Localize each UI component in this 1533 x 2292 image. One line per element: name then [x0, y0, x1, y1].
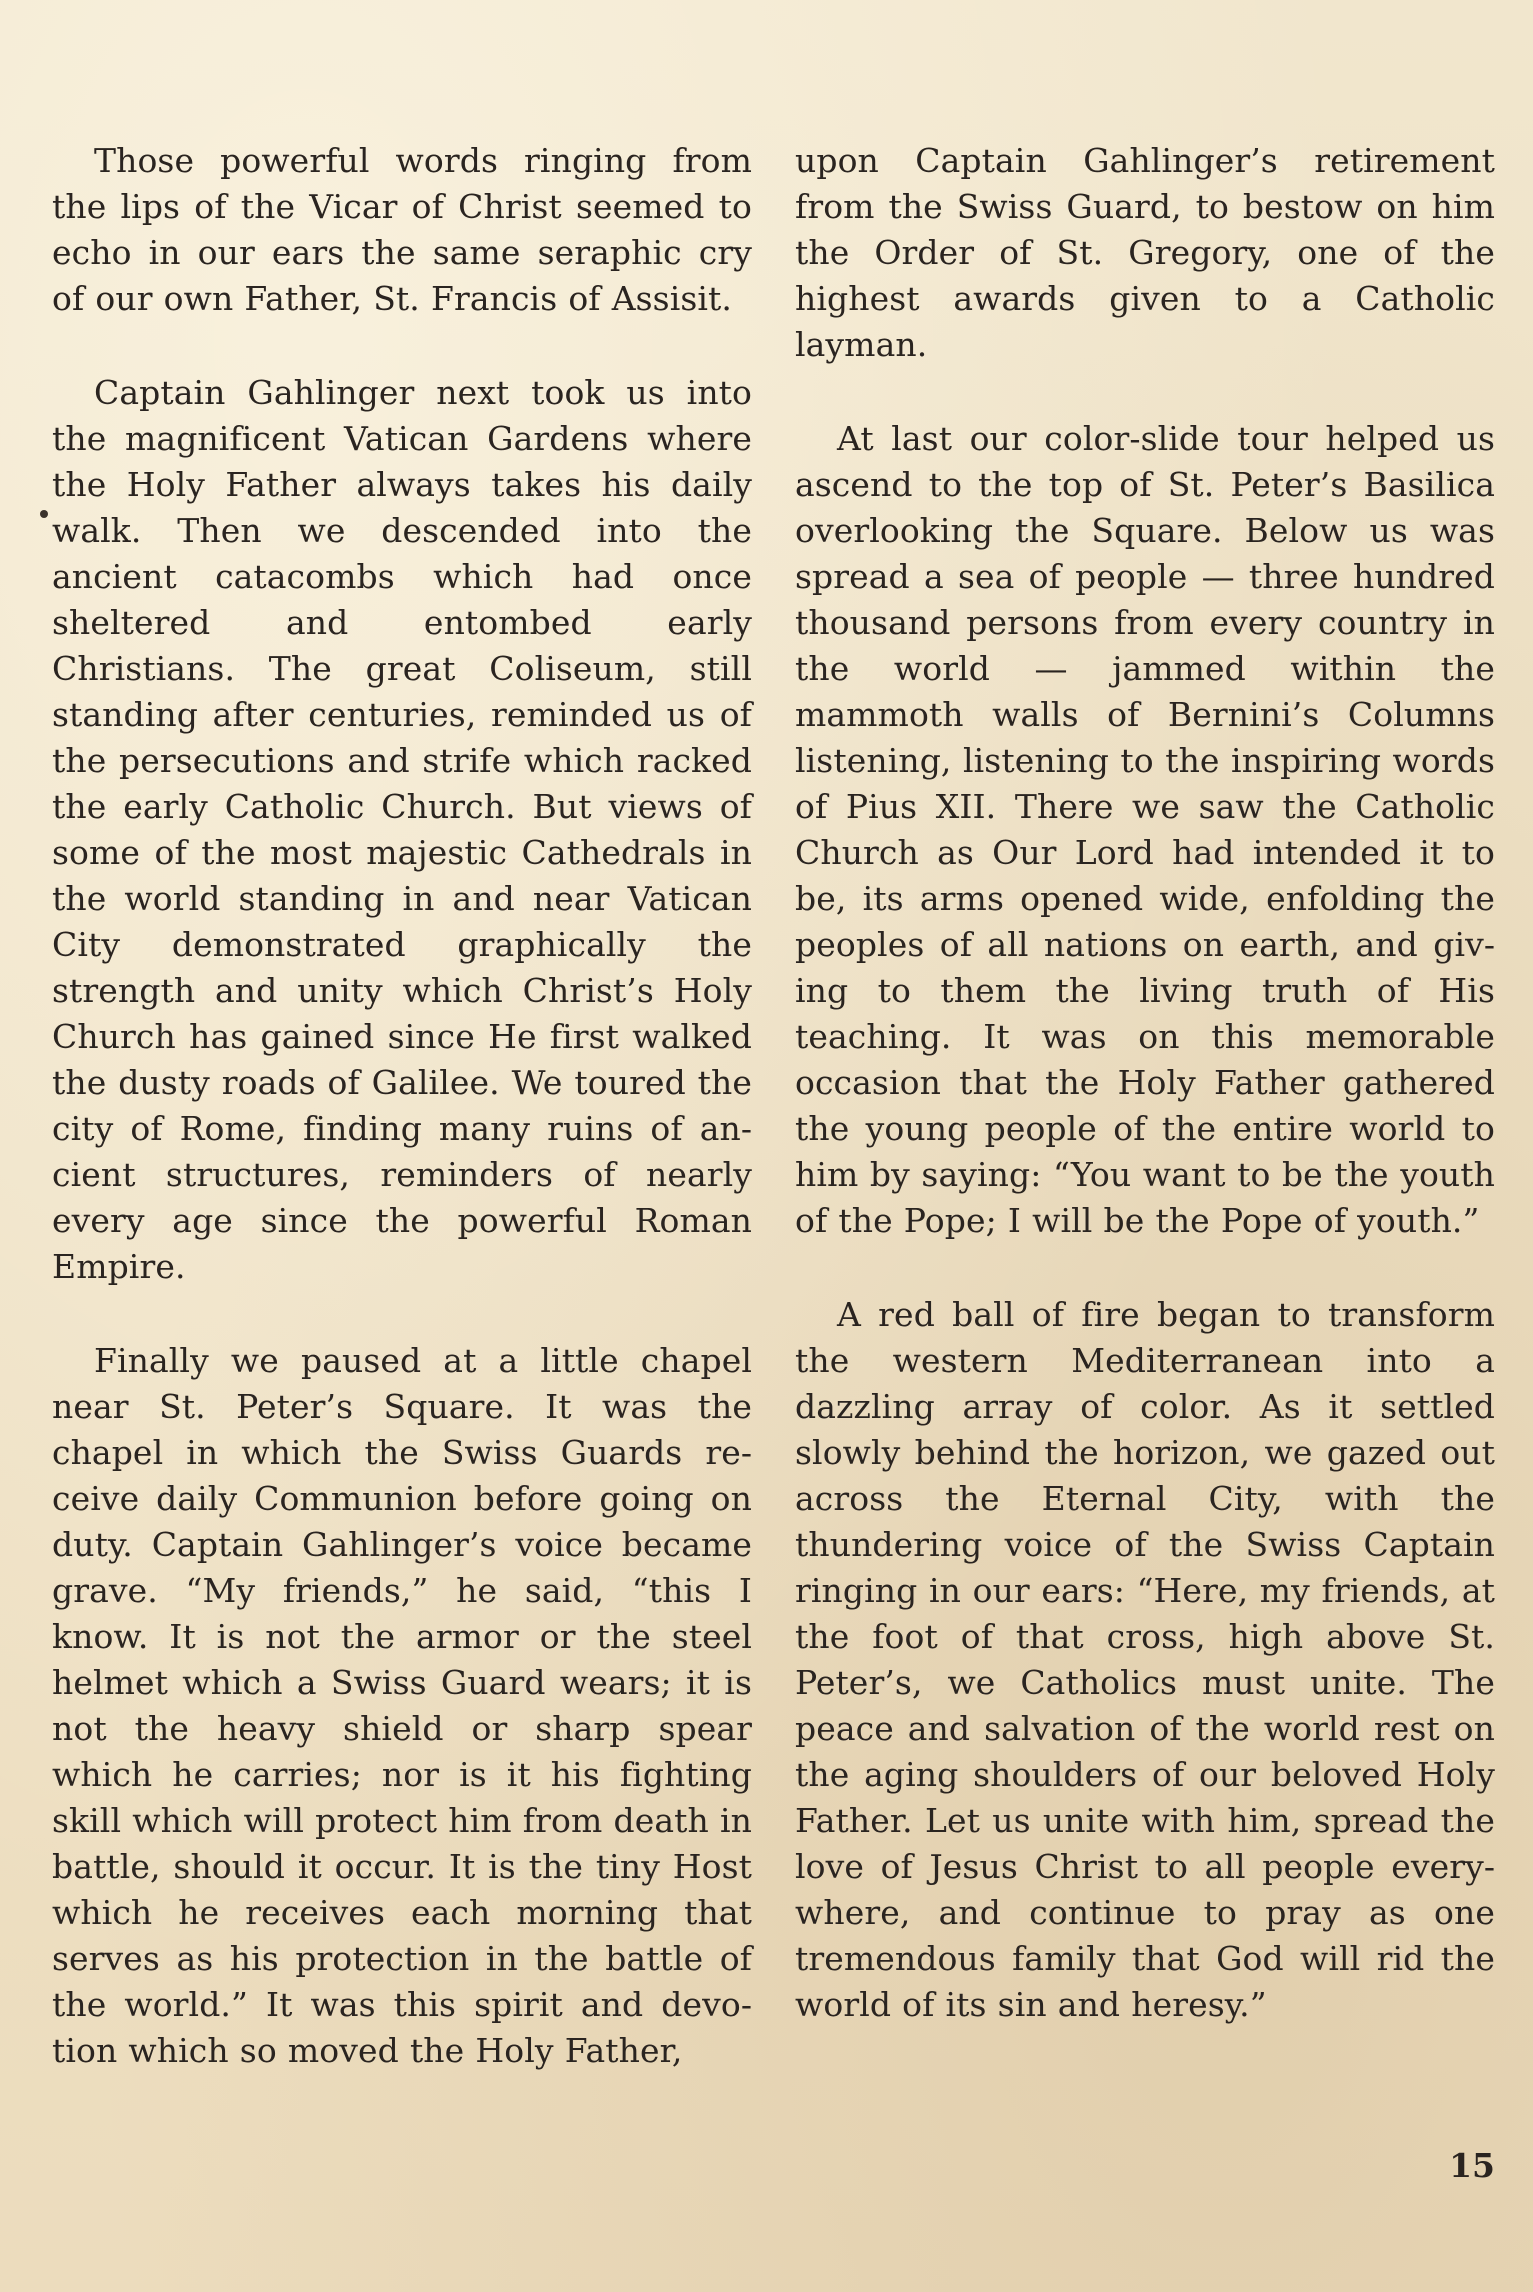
ink-speck — [40, 510, 48, 518]
right-column — [795, 138, 1495, 2076]
paragraph: upon Captain Gahlinger’s retirement from the Swiss Guard, to bestow on him the Order of St. Gregory, one of the highest awards given to a Catholic layman. — [795, 141, 1495, 364]
paragraph: Those powerful words ringing from the lips of the Vicar of Christ seemed to echo in our ears the same seraphic cry of our own Father, St. Francis of Assisit. — [52, 141, 752, 318]
left-column — [52, 138, 752, 2122]
paragraph: A red ball of fire began to transform the western Mediterranean into a dazzling array of color. As it settled slowly behind the horizon, we gazed out across the Eternal City, with the thundering voice of the Swiss Captain ringing in our ears: “Here, my friends, at the foot of that cross, high above St. Peter’s, we Catholics must unite. The peace and salvation of the world rest on the aging shoulders of our beloved Holy Father. Let us unite with him, spread the love of Jesus Christ to all people everywhere, and continue to pray as one tremendous family that God will rid the world of its sin and heresy.” — [795, 1295, 1495, 2024]
paragraph: At last our color-slide tour helped us ascend to the top of St. Peter’s Basilica overlooking the Square. Below us was spread a sea of people — three hundred thousand persons from every country in the world — jammed within the mammoth walls of Bernini’s Columns listening, listening to the inspiring words of Pius XII. There we saw the Catholic Church as Our Lord had intended it to be, its arms opened wide, enfolding the peoples of all nations on earth, and giving to them the living truth of His teaching. It was on this memorable occasion that the Holy Father gathered the young people of the entire world to him by saying: “You want to be the youth of the Pope; I will be the Pope of youth.” — [795, 419, 1495, 1240]
paragraph: Captain Gahlinger next took us into the magnificent Vatican Gardens where the Holy Father always takes his daily walk. Then we descended into the ancient catacombs which had once sheltered and entombed early Christians. The great Coliseum, still standing after centuries, reminded us of the persecutions and strife which racked the early Catholic Church. But views of some of the most majestic Cathedrals in the world standing in and near Vatican City demonstrated graphically the strength and unity which Christ’s Holy Church has gained since He first walked the dusty roads of Galilee. We toured the city of Rome, finding many ruins of ancient structures, reminders of nearly every age since the powerful Roman Empire. — [52, 373, 752, 1286]
page-number: 15 — [1449, 2146, 1495, 2185]
paragraph: Finally we paused at a little chapel near St. Peter’s Square. It was the chapel in which the Swiss Guards receive daily Communion before going on duty. Captain Gahlinger’s voice became grave. “My friends,” he said, “this I know. It is not the armor or the steel helmet which a Swiss Guard wears; it is not the heavy shield or sharp spear which he carries; nor is it his fighting skill which will protect him from death in battle, should it occur. It is the tiny Host which he receives each morning that serves as his protection in the battle of the world.” It was this spirit and devotion which so moved the Holy Father, — [52, 1341, 752, 2070]
